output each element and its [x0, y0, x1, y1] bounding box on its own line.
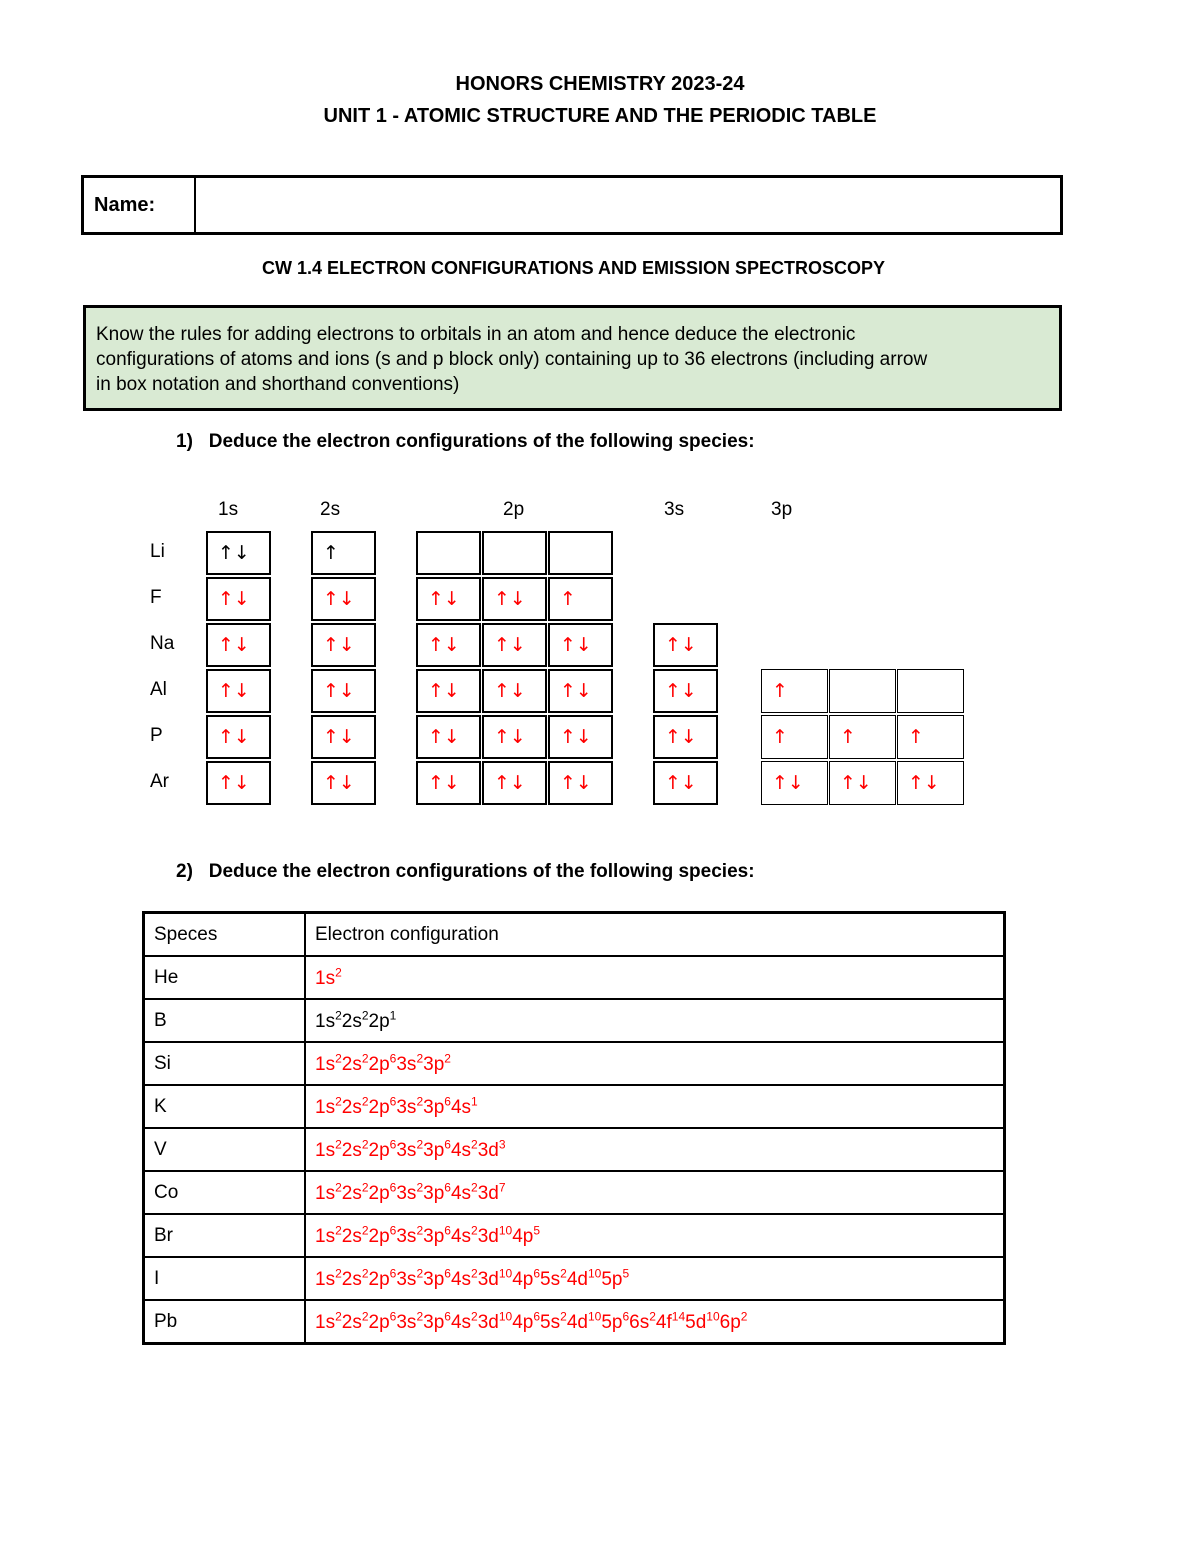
orbital-box-p-2p-2[interactable]: ↑↓ — [482, 715, 547, 759]
orbital-box-al-3p-1[interactable]: ↑ — [761, 669, 828, 713]
configuration-text: $1s^22s^22p^1$ — [315, 1008, 397, 1032]
configuration-cell[interactable] — [305, 1300, 1005, 1344]
orbital-box-ar-3p-2[interactable]: ↑↓ — [829, 761, 896, 805]
table-row — [144, 1257, 1005, 1300]
objective-line: configurations of atoms and ions (s and p block only) containing up to 36 electrons (including arrow — [96, 349, 928, 370]
orbital-box-al-3p-2[interactable] — [829, 669, 896, 713]
question-1-heading — [176, 431, 755, 453]
orbital-box-p-3p-2[interactable]: ↑ — [829, 715, 896, 759]
configuration-cell[interactable] — [305, 1171, 1005, 1214]
species-cell: I — [144, 1257, 306, 1300]
orbital-box-ar-1s[interactable]: ↑↓ — [206, 761, 271, 805]
element-label-li: Li — [150, 541, 165, 562]
orbital-box-al-2p-1[interactable]: ↑↓ — [416, 669, 481, 713]
orbital-box-al-2s[interactable]: ↑↓ — [311, 669, 376, 713]
orbital-box-na-1s[interactable]: ↑↓ — [206, 623, 271, 667]
orbital-box-f-2p-2[interactable]: ↑↓ — [482, 577, 547, 621]
orbital-box-f-2s[interactable]: ↑↓ — [311, 577, 376, 621]
orbital-box-li-1s[interactable]: ↑↓ — [206, 531, 271, 575]
element-label-ar: Ar — [150, 771, 169, 792]
column-header-species: Speces — [144, 913, 306, 957]
configuration-cell[interactable] — [305, 1085, 1005, 1128]
question-text: Deduce the electron configurations of the following species: — [208, 431, 755, 452]
table-row — [144, 1171, 1005, 1214]
orbital-box-na-2p-1[interactable]: ↑↓ — [416, 623, 481, 667]
element-label-na: Na — [150, 633, 175, 654]
orbital-box-f-2p-3[interactable]: ↑ — [548, 577, 613, 621]
orbital-box-ar-3s[interactable]: ↑↓ — [653, 761, 718, 805]
table-row — [144, 1214, 1005, 1257]
orbital-box-ar-2p-1[interactable]: ↑↓ — [416, 761, 481, 805]
objective-line: in box notation and shorthand conventions) — [96, 374, 460, 395]
objective-line: Know the rules for adding electrons to orbitals in an atom and hence deduce the electronic — [96, 324, 856, 345]
orbital-box-ar-2p-2[interactable]: ↑↓ — [482, 761, 547, 805]
orbital-box-na-2p-2[interactable]: ↑↓ — [482, 623, 547, 667]
orbital-box-al-1s[interactable]: ↑↓ — [206, 669, 271, 713]
orbital-box-al-2p-3[interactable]: ↑↓ — [548, 669, 613, 713]
question-number: 2) — [176, 861, 193, 882]
species-cell: B — [144, 999, 306, 1042]
table-header-row — [144, 913, 1005, 957]
header-title-line2: UNIT 1 - ATOMIC STRUCTURE AND THE PERIODIC TABLE — [323, 105, 877, 127]
orbital-box-p-3p-3[interactable]: ↑ — [897, 715, 964, 759]
species-cell: Br — [144, 1214, 306, 1257]
question-text: Deduce the electron configurations of the following species: — [208, 861, 755, 882]
question-2-heading — [176, 861, 755, 883]
orbital-box-p-2p-1[interactable]: ↑↓ — [416, 715, 481, 759]
configuration-text: $1s^22s^22p^63s^23p^64s^23d^{10}4p^65s^24d^{10}5p^66s^24f^{14}5d^{10}6p^2$ — [315, 1309, 748, 1333]
orbital-box-na-3s[interactable]: ↑↓ — [653, 623, 718, 667]
species-cell: Si — [144, 1042, 306, 1085]
species-cell: Co — [144, 1171, 306, 1214]
orbital-box-f-2p-1[interactable]: ↑↓ — [416, 577, 481, 621]
element-label-p: P — [150, 725, 163, 746]
configuration-text: $1s^2$ — [315, 965, 342, 989]
name-input[interactable] — [196, 178, 1060, 232]
question-number: 1) — [176, 431, 193, 452]
name-label: Name: — [84, 178, 196, 232]
orbital-label-2p: 2p — [503, 499, 525, 520]
table-row — [144, 1042, 1005, 1085]
table-row — [144, 956, 1005, 999]
table-row — [144, 1300, 1005, 1344]
orbital-label-3s: 3s — [664, 499, 685, 520]
orbital-box-ar-2p-3[interactable]: ↑↓ — [548, 761, 613, 805]
species-cell: Pb — [144, 1300, 306, 1344]
orbital-box-f-1s[interactable]: ↑↓ — [206, 577, 271, 621]
configuration-text: $1s^22s^22p^63s^23p^64s^1$ — [315, 1094, 478, 1118]
electron-configuration-table — [142, 911, 1006, 1345]
configuration-text: $1s^22s^22p^63s^23p^64s^23d^{10}4p^5$ — [315, 1223, 541, 1247]
orbital-box-na-2p-3[interactable]: ↑↓ — [548, 623, 613, 667]
orbital-label-3p: 3p — [771, 499, 793, 520]
orbital-box-p-1s[interactable]: ↑↓ — [206, 715, 271, 759]
orbital-box-p-2p-3[interactable]: ↑↓ — [548, 715, 613, 759]
configuration-cell[interactable] — [305, 1042, 1005, 1085]
orbital-box-li-2p-3[interactable] — [548, 531, 613, 575]
orbital-label-1s: 1s — [218, 499, 239, 520]
configuration-cell[interactable] — [305, 1257, 1005, 1300]
element-label-al: Al — [150, 679, 167, 700]
orbital-box-ar-2s[interactable]: ↑↓ — [311, 761, 376, 805]
objective-box — [83, 305, 1062, 411]
species-cell: He — [144, 956, 306, 999]
configuration-cell[interactable] — [305, 1128, 1005, 1171]
table-row — [144, 1085, 1005, 1128]
orbital-box-al-3s[interactable]: ↑↓ — [653, 669, 718, 713]
orbital-label-2s: 2s — [320, 499, 341, 520]
orbital-box-li-2p-2[interactable] — [482, 531, 547, 575]
configuration-cell[interactable] — [305, 999, 1005, 1042]
species-cell: V — [144, 1128, 306, 1171]
configuration-text: $1s^22s^22p^63s^23p^64s^23d^7$ — [315, 1180, 506, 1204]
configuration-text: $1s^22s^22p^63s^23p^64s^23d^3$ — [315, 1137, 506, 1161]
configuration-cell[interactable] — [305, 1214, 1005, 1257]
orbital-box-p-2s[interactable]: ↑↓ — [311, 715, 376, 759]
orbital-box-li-2p-1[interactable] — [416, 531, 481, 575]
configuration-text: $1s^22s^22p^63s^23p^64s^23d^{10}4p^65s^24d^{10}5p^5$ — [315, 1266, 630, 1290]
species-cell: K — [144, 1085, 306, 1128]
column-header-configuration: Electron configuration — [305, 913, 1005, 957]
element-label-f: F — [150, 587, 162, 608]
orbital-box-p-3s[interactable]: ↑↓ — [653, 715, 718, 759]
table-row — [144, 1128, 1005, 1171]
orbital-box-na-2s[interactable]: ↑↓ — [311, 623, 376, 667]
orbital-box-li-2s[interactable]: ↑ — [311, 531, 376, 575]
orbital-box-ar-3p-3[interactable]: ↑↓ — [897, 761, 964, 805]
header-title-line1: HONORS CHEMISTRY 2023-24 — [455, 73, 745, 95]
configuration-cell[interactable] — [305, 956, 1005, 999]
name-field — [81, 175, 1063, 235]
orbital-box-al-2p-2[interactable]: ↑↓ — [482, 669, 547, 713]
classwork-heading: CW 1.4 ELECTRON CONFIGURATIONS AND EMISSION SPECTROSCOPY — [262, 258, 886, 278]
configuration-text: $1s^22s^22p^63s^23p^2$ — [315, 1051, 451, 1075]
orbital-box-ar-3p-1[interactable]: ↑↓ — [761, 761, 828, 805]
orbital-box-al-3p-3[interactable] — [897, 669, 964, 713]
table-row — [144, 999, 1005, 1042]
orbital-box-p-3p-1[interactable]: ↑ — [761, 715, 828, 759]
